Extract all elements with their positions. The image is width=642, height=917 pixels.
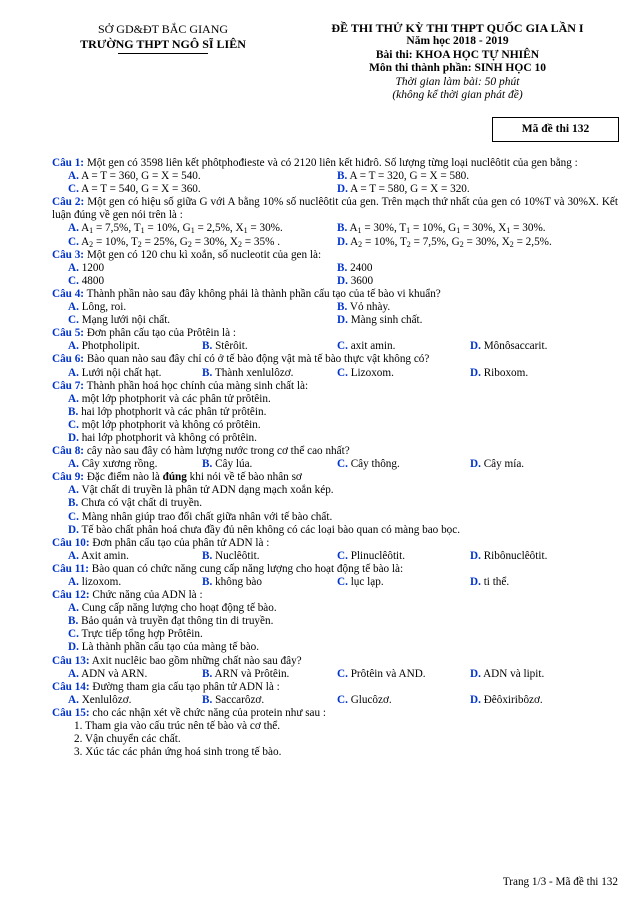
answer-option [68, 458, 157, 471]
question [52, 707, 618, 759]
question-body: Bào quan có chức năng cung cấp năng lượng cho hoạt động tế bào là: [89, 562, 404, 575]
option-letter: B. [202, 576, 213, 588]
question [52, 196, 618, 248]
option-letter: D. [470, 458, 481, 471]
question-text [52, 681, 618, 694]
answer-option [337, 236, 552, 249]
header-left [58, 22, 268, 54]
answer-option [337, 668, 426, 681]
question [52, 249, 618, 288]
option-letter: C. [337, 366, 348, 379]
option-text: không bào [212, 576, 262, 588]
question-body: Đơn phân cấu tạo của phân tử ADN là : [89, 536, 270, 549]
question-text [52, 288, 618, 301]
question-number: Câu 6: [52, 353, 85, 366]
option-letter: D. [470, 340, 481, 353]
answer-option [52, 615, 618, 628]
option-letter: D. [337, 235, 348, 248]
option-letter: B. [202, 458, 213, 471]
answer-option [68, 170, 201, 183]
header-right [290, 22, 625, 102]
question-body: Một gen có 3598 liên kết phôtphođieste và có 2120 liên kết hiđrô. Số lượng từng loại nuclêôtit của gen bằng : [84, 157, 578, 169]
question [52, 537, 618, 563]
question-text [52, 707, 618, 720]
question-number: Câu 8: [52, 445, 85, 458]
answer-option [202, 340, 248, 353]
option-text: Ribônuclêôtit. [480, 549, 548, 562]
answer-option [337, 301, 390, 314]
option-text: lục lạp. [347, 576, 384, 588]
option-letter: B. [202, 549, 213, 562]
option-row [52, 222, 618, 235]
exam-code-box: Mã đề thi 132 [492, 117, 619, 142]
option-letter: C. [337, 693, 348, 706]
department-name: SỞ GD&ĐT BẮC GIANG [97, 22, 229, 36]
option-text: Cây thông. [347, 458, 400, 471]
option-letter: B. [202, 340, 213, 353]
statement-item: 2. Vận chuyển các chất. [74, 733, 181, 746]
option-letter: B. [202, 693, 213, 706]
option-text: Màng sinh chất. [347, 314, 423, 327]
option-letter: B. [68, 615, 79, 628]
option-letter: C. [68, 274, 79, 287]
answer-option [68, 301, 126, 314]
option-text: A = T = 580, G = X = 320. [347, 183, 470, 196]
option-text: A = T = 320, G = X = 580. [347, 170, 470, 183]
answer-option [202, 668, 289, 681]
question-number: Câu 4: [52, 287, 85, 300]
option-letter: A. [68, 549, 79, 562]
question-body: Thành phần nào sau đây không phải là thành phần cấu tạo của tế bào vi khuẩn? [84, 287, 441, 300]
option-letter: C. [68, 510, 79, 523]
option-letter: D. [470, 667, 481, 680]
option-letter: D. [470, 576, 481, 588]
option-letter: A. [68, 693, 79, 706]
answer-option [202, 367, 293, 380]
answer-option [52, 393, 618, 406]
option-letter: D. [337, 183, 348, 196]
option-row [52, 550, 618, 563]
option-text: Đêôxiribôzơ. [480, 693, 543, 706]
option-text: Photpholipit. [78, 340, 140, 353]
option-text: Trực tiếp tổng hợp Prôtêin. [78, 628, 203, 641]
option-text: ti thể. [480, 576, 510, 588]
answer-option [52, 406, 618, 419]
option-text: $A_1 = 30\%$, $T_1 = 10\%$, $G_1 = 30\%$, $X_1 = 30\%$. [347, 222, 546, 236]
option-text: A = T = 360, G = X = 540. [78, 170, 201, 183]
answer-option [52, 511, 618, 524]
question-number: Câu 13: [52, 654, 90, 667]
option-letter: A. [68, 576, 79, 588]
answer-option [52, 628, 618, 641]
question [52, 288, 618, 327]
option-letter: D. [337, 274, 348, 287]
answer-option [470, 694, 543, 707]
answer-option [470, 458, 524, 471]
option-letter: C. [337, 667, 348, 680]
question-body: Axit nuclêic bao gồm những chất nào sau đây? [89, 654, 302, 667]
question-number: Câu 9: [52, 471, 85, 484]
option-text: Stêrôit. [212, 340, 248, 353]
option-text: Tế bào chất phân hoá chưa đầy đủ nên không có các loại bào quan có màng bao bọc. [78, 523, 461, 536]
option-letter: C. [68, 628, 79, 641]
option-row [52, 367, 618, 380]
question-text [52, 563, 618, 576]
option-text: 4800 [78, 274, 105, 287]
option-letter: B. [202, 667, 213, 680]
option-row [52, 183, 618, 196]
answer-option [337, 550, 405, 563]
exam-duration: Thời gian làm bài: 50 phút [395, 75, 520, 88]
option-letter: C. [337, 576, 348, 588]
question [52, 471, 618, 536]
question-number: Câu 2: [52, 196, 85, 209]
option-row [52, 314, 618, 327]
question-body: Chức năng của ADN là : [89, 589, 203, 602]
option-letter: D. [470, 366, 481, 379]
question-number: Câu 1: [52, 157, 85, 169]
answer-option [68, 367, 161, 380]
option-letter: C. [337, 549, 348, 562]
answer-option [470, 367, 528, 380]
question-body: Đặc điểm nào là [84, 471, 163, 484]
answer-option [337, 576, 384, 589]
option-text: $A_1 = 7,5\%$, $T_1 = 10\%$, $G_1 = 2,5\%$, $X_1 = 30\%$. [78, 222, 283, 236]
question-number: Câu 7: [52, 379, 85, 392]
option-letter: B. [337, 170, 348, 183]
answer-option [337, 314, 422, 327]
answer-option [68, 222, 283, 235]
option-row [52, 668, 618, 681]
answer-option [337, 367, 394, 380]
question-text [52, 537, 618, 550]
question [52, 445, 618, 471]
question [52, 655, 618, 681]
option-text: 2400 [347, 261, 373, 274]
option-text: Mạng lưới nội chất. [78, 314, 171, 327]
option-letter: B. [337, 261, 348, 274]
question [52, 681, 618, 707]
question [52, 327, 618, 353]
answer-option [68, 275, 104, 288]
answer-option [337, 340, 395, 353]
option-letter: D. [337, 314, 348, 327]
option-text: Cây mía. [480, 458, 525, 471]
option-letter: D. [68, 431, 79, 444]
question-body: Một gen có 120 chu kì xoắn, số nucleotit của gen là: [84, 248, 322, 261]
option-text: Màng nhân giúp trao đổi chất giữa nhân với tế bào chất. [78, 510, 333, 523]
option-text: Cung cấp năng lượng cho hoạt động tế bào. [78, 602, 277, 615]
question-text [52, 471, 618, 484]
option-row [52, 576, 618, 589]
option-text: Bảo quản và truyền đạt thông tin di truyền. [78, 615, 274, 628]
answer-option [337, 275, 373, 288]
duration-note: (không kể thời gian phát đề) [392, 89, 523, 102]
question-text [52, 655, 618, 668]
question-text [52, 249, 618, 262]
question-text [52, 196, 618, 222]
answer-option [68, 576, 121, 589]
option-row [52, 340, 618, 353]
question [52, 589, 618, 654]
answer-option [52, 641, 618, 654]
answer-option [52, 497, 618, 510]
question-number: Câu 11: [52, 562, 89, 575]
option-letter: A. [68, 602, 79, 615]
answer-option [202, 458, 252, 471]
option-row [52, 301, 618, 314]
option-text: Prôtêin và AND. [347, 667, 426, 680]
option-letter: C. [68, 183, 79, 196]
answer-option [52, 524, 618, 537]
option-text: lizoxom. [78, 576, 122, 588]
option-row [52, 262, 618, 275]
answer-option [337, 183, 470, 196]
option-text: Vỏ nhày. [347, 301, 391, 314]
option-text: Cây lúa. [212, 458, 253, 471]
answer-option [68, 694, 131, 707]
option-letter: B. [337, 222, 348, 235]
answer-option [202, 550, 260, 563]
option-letter: D. [470, 549, 481, 562]
option-text: Mônôsaccarit. [480, 340, 548, 353]
question-body: cây nào sau đây có hàm lượng nước trong cơ thể cao nhất? [84, 445, 350, 458]
option-letter: A. [68, 667, 79, 680]
question-body: Đường tham gia cấu tạo phân tử ADN là : [89, 680, 280, 693]
option-text: hai lớp photphorit và các phân tử prôtêin. [78, 405, 267, 418]
question-body: Một gen có hiệu số giữa G với A bằng 10% số nuclêôtit của gen. Trên mạch thứ nhất của gen có 10%T và 30%X. Kết luận đúng về gen nói trên là : [52, 196, 618, 222]
question-number: Câu 12: [52, 589, 90, 602]
option-text: hai lớp photphorit và không có prôtêin. [78, 431, 257, 444]
question-body: Bào quan nào sau đây chỉ có ở tế bào động vật mà tế bào thực vật không có? [84, 353, 430, 366]
option-text: Nuclêôtit. [212, 549, 260, 562]
option-letter: D. [68, 641, 79, 654]
option-text: Glucôzơ. [347, 693, 392, 706]
option-letter: A. [68, 301, 79, 314]
question-number: Câu 15: [52, 706, 90, 719]
answer-option [52, 602, 618, 615]
option-text: Lông, roi. [78, 301, 127, 314]
option-text: ADN và lipit. [480, 667, 545, 680]
question [52, 157, 618, 196]
question-text [52, 589, 618, 602]
option-text: ARN và Prôtêin. [212, 667, 290, 680]
option-text: Xenlulôzơ. [78, 693, 132, 706]
question-number: Câu 3: [52, 248, 85, 261]
question [52, 353, 618, 379]
option-text: Axit amin. [78, 549, 129, 562]
question-number: Câu 14: [52, 680, 90, 693]
exam-title: ĐỀ THI THỬ KỲ THI THPT QUỐC GIA LẦN I [331, 21, 584, 35]
answer-option [68, 550, 129, 563]
subject-name: Môn thi thành phần: SINH HỌC 10 [368, 62, 547, 75]
option-text: A = T = 540, G = X = 360. [78, 183, 201, 196]
option-letter: C. [337, 458, 348, 471]
question [52, 380, 618, 445]
option-letter: B. [68, 497, 79, 510]
option-text: $A_2 = 10\%$, $T_2 = 7,5\%$, $G_2 = 30\%$, $X_2 = 2,5\%$. [347, 235, 552, 249]
question-body: khi nói về tế bào nhân sơ [186, 471, 302, 484]
question-number: Câu 5: [52, 327, 85, 340]
answer-option [68, 236, 280, 249]
answer-option [52, 419, 618, 432]
option-letter: A. [68, 484, 79, 497]
option-letter: D. [68, 523, 79, 536]
option-letter: B. [337, 301, 348, 314]
question-number: Câu 10: [52, 536, 90, 549]
question-list [52, 157, 618, 759]
question-text [52, 327, 618, 340]
option-text: Saccarôzơ. [212, 693, 265, 706]
option-text: Cây xương rồng. [78, 458, 158, 471]
option-text: một lớp photphorit và các phân tử prôtêin. [78, 392, 271, 405]
header-underline [118, 53, 208, 54]
answer-option [68, 668, 147, 681]
option-text: ADN và ARN. [78, 667, 148, 680]
option-letter: C. [337, 340, 348, 353]
option-text: Plinuclêôtit. [347, 549, 406, 562]
question-text [52, 445, 618, 458]
answer-option [68, 183, 201, 196]
option-row [52, 275, 618, 288]
option-row [52, 170, 618, 183]
answer-option [337, 694, 392, 707]
answer-option [202, 576, 262, 589]
question-body: Đơn phân cấu tạo của Prôtêin là : [84, 327, 236, 340]
question-body: Thành phần hoá học chính của màng sinh chất là: [84, 379, 309, 392]
option-letter: B. [68, 405, 79, 418]
question-body: cho các nhận xét về chức năng của protein như sau : [89, 706, 327, 719]
answer-option [202, 694, 264, 707]
statement-item: 1. Tham gia vào cấu trúc nên tế bào và cơ thể. [74, 720, 281, 733]
option-letter: A. [68, 392, 79, 405]
question [52, 563, 618, 589]
answer-option [68, 314, 170, 327]
option-text: $A_2 = 10\%$, $T_2 = 25\%$, $G_2 = 30\%$, $X_2 = 35\%$ . [78, 235, 280, 249]
option-letter: C. [68, 418, 79, 431]
statement-item: 3. Xúc tác các phản ứng hoá sinh trong tế bào. [74, 746, 282, 759]
option-text: một lớp photphorit và không có prôtêin. [78, 418, 261, 431]
option-text: Thành xenlulôzơ. [212, 366, 294, 379]
school-year: Năm học 2018 - 2019 [406, 35, 509, 48]
option-row [52, 236, 618, 249]
option-letter: D. [470, 693, 481, 706]
question-text [52, 157, 618, 170]
answer-option [68, 262, 104, 275]
option-text: Vật chất di truyền là phân tử ADN dạng mạch xoắn kép. [78, 484, 334, 497]
option-text: Riboxom. [480, 366, 529, 379]
option-letter: C. [68, 235, 79, 248]
option-row [52, 458, 618, 471]
question-emphasis: đúng [162, 471, 187, 484]
answer-option [337, 222, 546, 235]
option-text: 3600 [347, 274, 374, 287]
answer-option [337, 170, 469, 183]
option-text: Lưới nội chất hạt. [78, 366, 162, 379]
option-letter: A. [68, 458, 79, 471]
option-letter: A. [68, 170, 79, 183]
option-text: 1200 [78, 261, 105, 274]
question-text [52, 380, 618, 393]
answer-option [470, 576, 509, 589]
answer-option [470, 550, 547, 563]
answer-option [337, 262, 372, 275]
option-letter: B. [202, 366, 213, 379]
page-footer: Trang 1/3 - Mã đề thi 132 [502, 876, 618, 888]
subject-area: Bài thi: KHOA HỌC TỰ NHIÊN [375, 48, 540, 61]
option-letter: A. [68, 261, 79, 274]
option-letter: A. [68, 340, 79, 353]
answer-option [470, 668, 544, 681]
option-letter: A. [68, 366, 79, 379]
answer-option [470, 340, 547, 353]
answer-option [52, 484, 618, 497]
question-text [52, 353, 618, 366]
answer-option [68, 340, 140, 353]
answer-option [337, 458, 400, 471]
school-name: TRƯỜNG THPT NGÔ SĨ LIÊN [80, 37, 246, 51]
option-row [52, 694, 618, 707]
option-text: axit amin. [347, 340, 396, 353]
option-letter: C. [68, 314, 79, 327]
option-letter: A. [68, 222, 79, 235]
option-text: Lizoxom. [347, 366, 394, 379]
answer-option [52, 432, 618, 445]
option-text: Chưa có vật chất di truyền. [78, 497, 203, 510]
option-text: Là thành phần cấu tạo của màng tế bào. [78, 641, 260, 654]
